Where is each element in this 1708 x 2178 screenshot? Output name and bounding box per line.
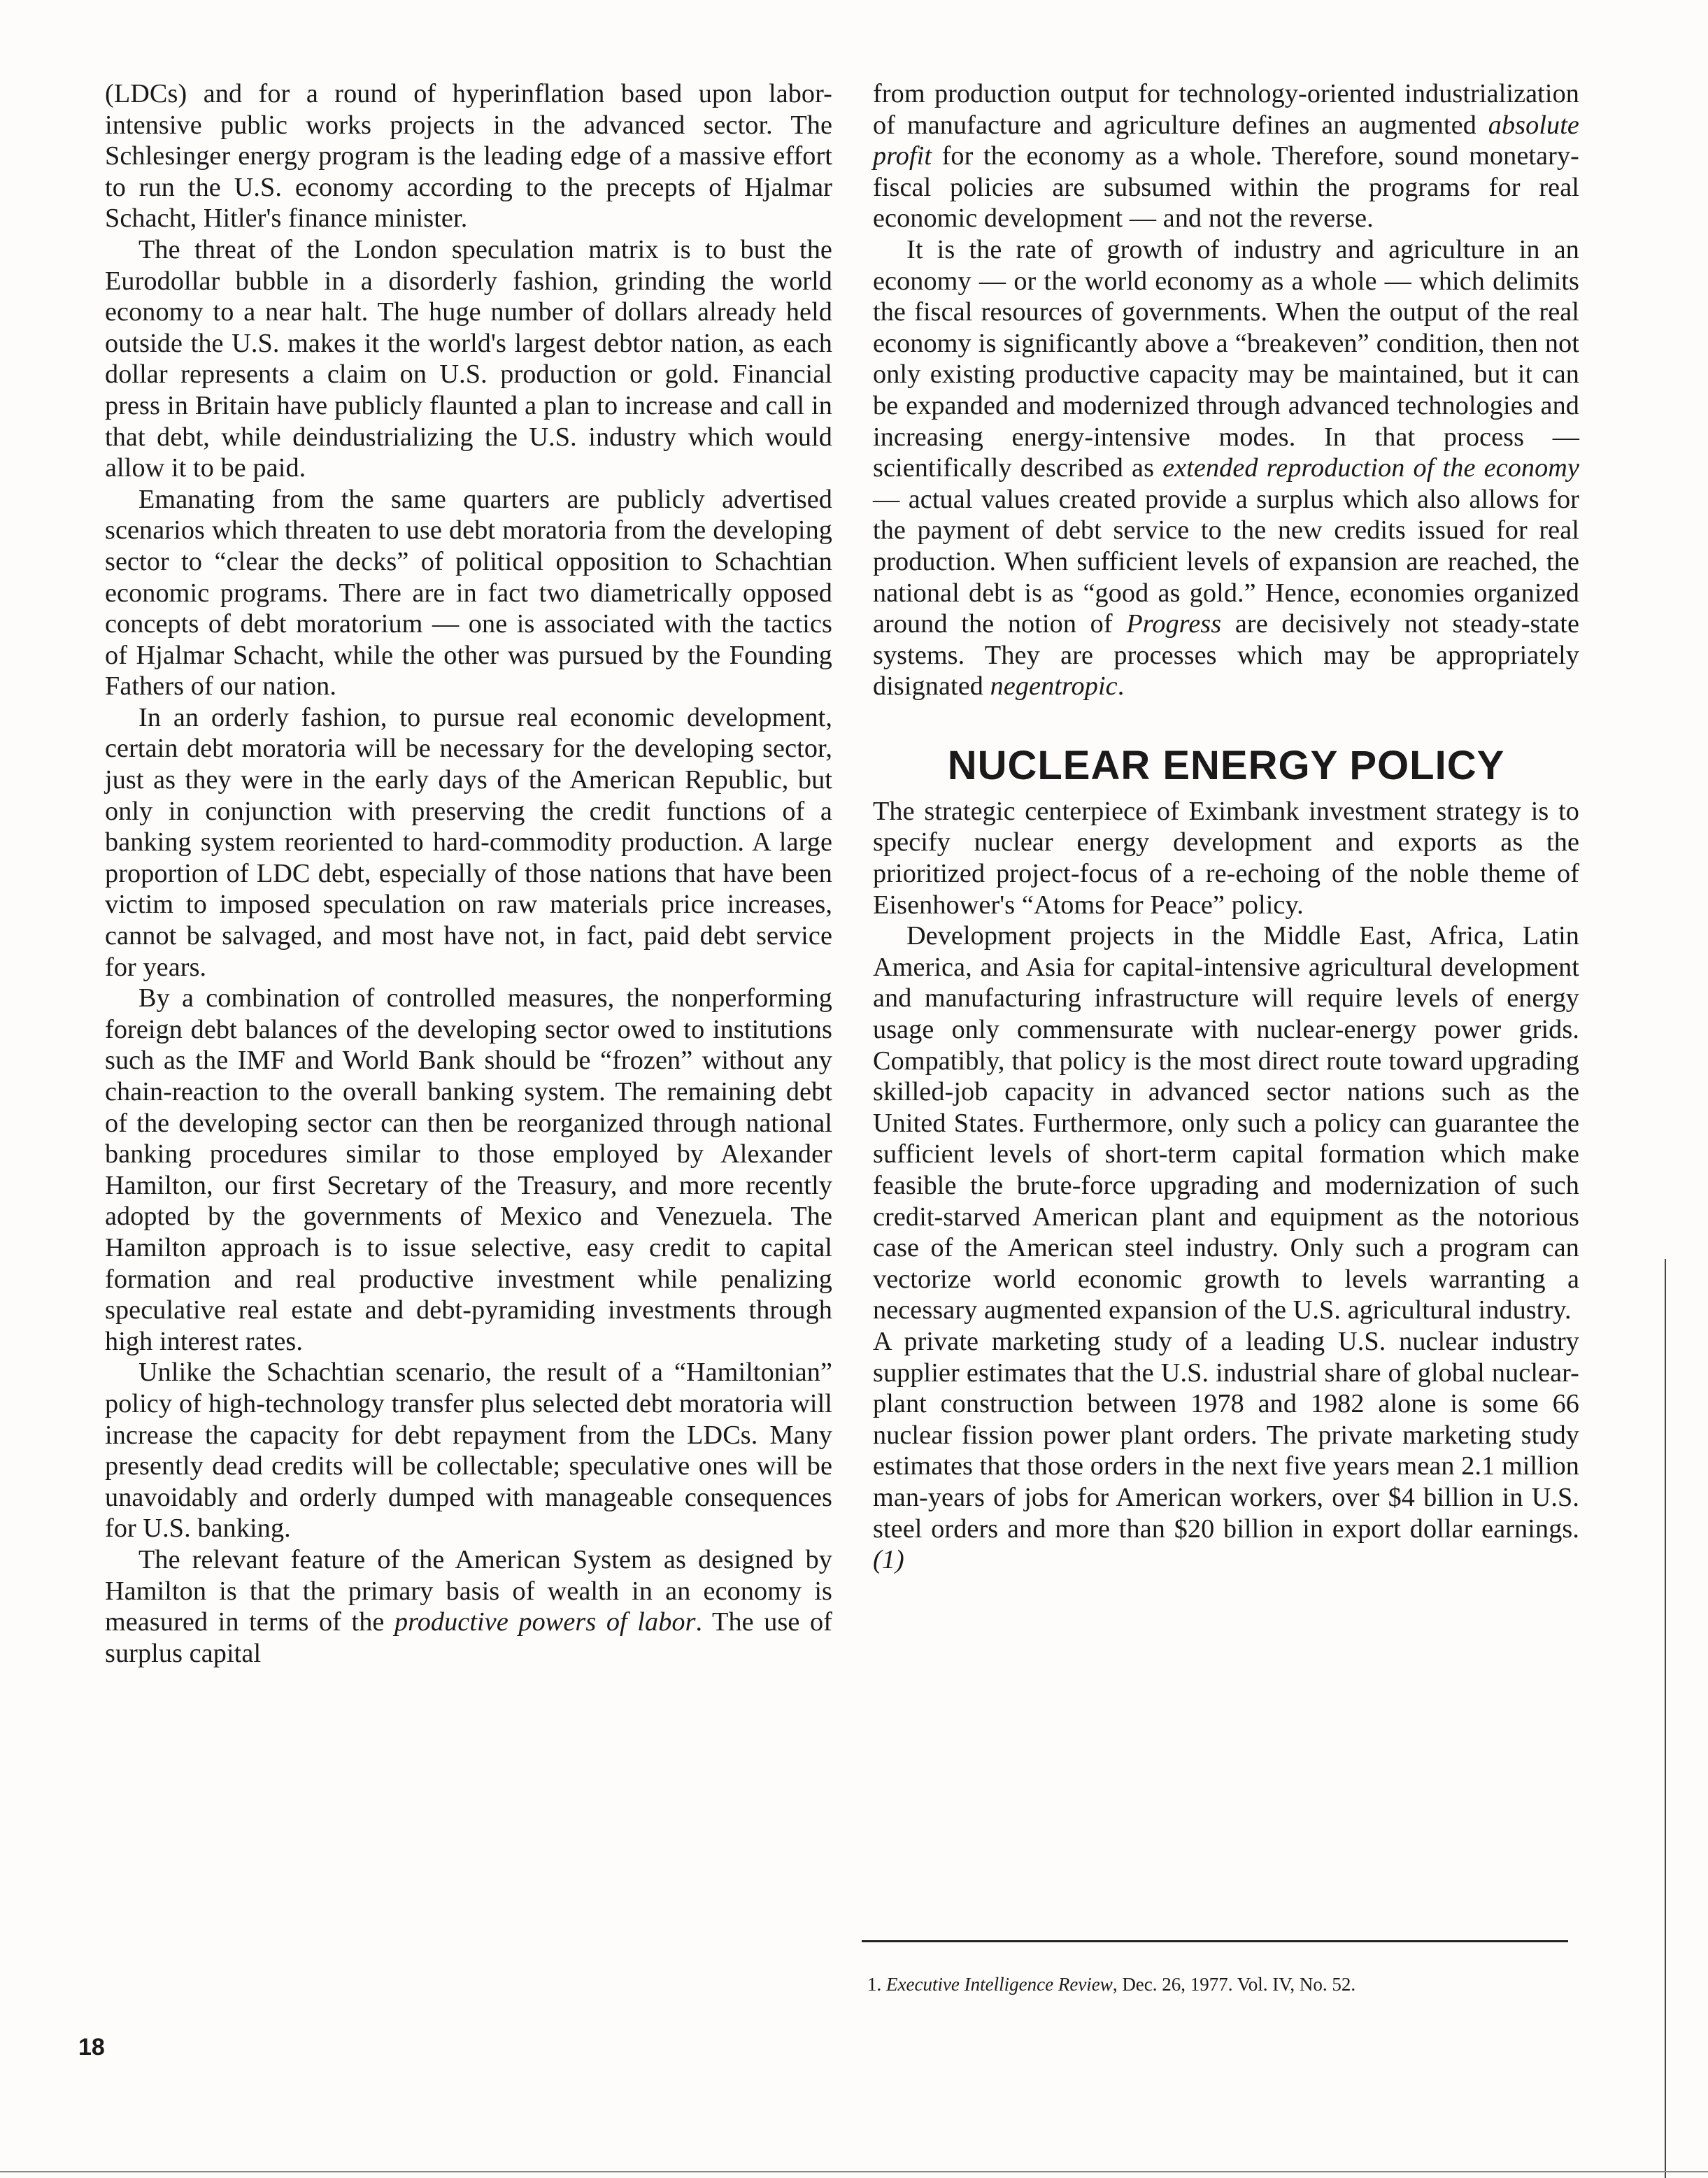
page-bottom-line [0,2171,1708,2172]
emphasis: Progress [1126,609,1222,639]
text-run: . The use of surplus capital [105,1607,832,1668]
paragraph [873,78,1579,234]
paragraph: The threat of the London speculation matrix is to bust the Eurodollar bubble in a disorderly fashion, grinding the world economy to a near halt. The huge number of dollars already held outside the U.S. makes it the world's largest debtor nation, as each dollar represents a claim on U.S. production or gold. Financial press in Britain have publicly flaunted a plan to increase and call in that debt, while deindustrializing the U.S. industry which would allow it to be paid. [105,234,832,483]
footnote-divider [862,1940,1568,1942]
paragraph: Unlike the Schachtian scenario, the result of a “Hamiltonian” policy of high-technology transfer plus selected debt moratoria will increase the capacity for debt repayment from the LDCs. Many presently dead credits will be collectable; speculative ones will be unavoidably and orderly dumped with manageable consequences for U.S. banking. [105,1358,832,1544]
paragraph [105,1544,832,1669]
paragraph [873,234,1579,702]
text-run: The relevant feature of the American System as designed by Hamilton is that the primary basis of wealth in an economy is measured in terms of the [105,1544,832,1637]
paragraph: Emanating from the same quarters are publicly advertised scenarios which threaten to use debt moratoria from the developing sector to “clear the decks” of political opposition to Schachtian economic programs. There are in fact two diametrically opposed concepts of debt moratorium — one is associated with the tactics of Hjalmar Schacht, while the other was pursued by the Founding Fathers of our nation. [105,484,832,702]
footnote-source: Executive Intelligence Review [886,1974,1113,1995]
paragraph: (LDCs) and for a round of hyperinflation based upon labor-intensive public works projects in the advanced sector. The Schlesinger energy program is the leading edge of a massive effort to run the U.S. economy according to the precepts of Hjalmar Schacht, Hitler's finance minister. [105,79,832,234]
paragraph: By a combination of controlled measures, the nonperforming foreign debt balances of the developing sector owed to institutions such as the IMF and World Bank should be “frozen” without any chain-reaction to the overall banking system. The remaining debt of the developing sector can then be reorganized through national banking procedures similar to those employed by Alexander Hamilton, our first Secretary of the Treasury, and more recently adopted by the governments of Mexico and Venezuela. The Hamilton approach is to issue selective, easy credit to capital formation and real productive investment while penalizing speculative real estate and debt-pyramiding investments through high interest rates. [105,983,832,1356]
paragraph: Development projects in the Middle East, Africa, Latin America, and Asia for capital-intensive agricultural development and manufacturing infrastructure will require levels of energy usage only commensurate with nuclear-energy power grids. Compatibly, that policy is the most direct route toward upgrading skilled-job capacity in advanced sector nations such as the United States. Furthermore, only such a policy can guarantee the sufficient levels of short-term capital formation which make feasible the brute-force upgrading and modernization of such credit-starved American plant and equipment as the notorious case of the American steel industry. Only such a program can vectorize world economic growth to levels warranting a necessary augmented expansion of the U.S. agricultural industry. [873,921,1579,1325]
text-run: for the economy as a whole. Therefore, sound monetary-fiscal policies are subsumed within the programs for real economic development — and not the reverse. [873,141,1579,234]
footnote-number: 1. [867,1974,886,1995]
text-run: — actual values created provide a surplus which also allows for the payment of debt service to the new credits issued for real production. When sufficient levels of expansion are reached, the national debt is as “good as gold.” Hence, economies organized around the notion of [873,484,1579,639]
section-heading: NUCLEAR ENERGY POLICY [947,742,1505,788]
text-run: It is the rate of growth of industry and agriculture in an economy — or the world economy as a whole — which delimits the fiscal resources of governments. When the output of the real economy is significantly above a “breakeven” condition, then not only existing productive capacity may be maintained, but it can be expanded and modernized through advanced technologies and increasing energy-intensive modes. In that process — scientifically described as [873,234,1579,483]
emphasis: extended reproduction of the economy [1162,453,1580,483]
paragraph: The strategic centerpiece of Eximbank investment strategy is to specify nuclear energy development and exports as the prioritized project-focus of a re-echoing of the noble theme of Eisenhower's “Atoms for Peace” policy. [873,796,1579,920]
left-column [105,78,832,1669]
paragraph [873,1326,1579,1576]
emphasis: absolute profit [873,110,1579,171]
footnote-reference: (1) [873,1545,904,1575]
emphasis: negentropic [990,671,1118,702]
text-run: from production output for technology-oriented industrialization of manufacture and agriculture defines an augmented [873,79,1579,140]
footnote [867,1972,1574,1996]
footnote-details: , Dec. 26, 1977. Vol. IV, No. 52. [1112,1974,1356,1995]
text-run: . [1117,671,1125,702]
page-number: 18 [78,2034,105,2060]
right-column [873,78,1579,1576]
page-edge-line [1665,1259,1666,2178]
text-run: A private marketing study of a leading U.S. nuclear industry supplier estimates that the U.S. industrial share of global nuclear-plant construction between 1978 and 1982 alone is some 66 nuclear fission power plant orders. The private marketing study estimates that those orders in the next five years mean 2.1 million man-years of jobs for American workers, over $4 billion in U.S. steel orders and more than $20 billion in export dollar earnings. [873,1326,1579,1544]
paragraph: In an orderly fashion, to pursue real economic development, certain debt moratoria will be necessary for the developing sector, just as they were in the early days of the American Republic, but only in conjunction with preserving the credit functions of a banking system reoriented to hard-commodity production. A large proportion of LDC debt, especially of those nations that have been victim to imposed speculation on raw materials price increases, cannot be salvaged, and most have not, in fact, paid debt service for years. [105,702,832,982]
emphasis: productive powers of labor [394,1607,696,1637]
text-run: are decisively not steady-state systems. They are processes which may be appropriately disignated [873,609,1580,702]
